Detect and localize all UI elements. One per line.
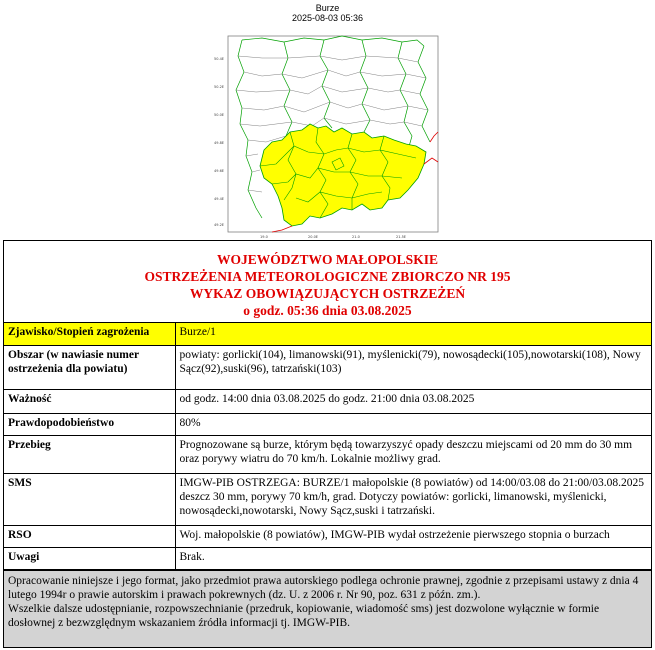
table-row xyxy=(4,389,651,413)
warning-header xyxy=(4,241,651,323)
map-title xyxy=(0,3,655,23)
x-tick: 21.0 xyxy=(352,235,360,239)
y-tick: 49.6E xyxy=(214,169,225,173)
table-row xyxy=(4,473,651,525)
row-label: Uwagi xyxy=(4,547,175,569)
table-row xyxy=(4,547,651,569)
row-label: Zjawisko/Stopień zagrożenia xyxy=(4,323,175,345)
row-value: Prognozowane są burze, którym będą towarzyszyć opady deszczu miejscami od 20 mm do 30 mm oraz porywy wiatru do 70 km/h. Lokalnie możliwy grad. xyxy=(175,435,651,473)
row-value: Brak. xyxy=(175,547,651,569)
row-value: od godz. 14:00 dnia 03.08.2025 do godz. 21:00 dnia 03.08.2025 xyxy=(175,389,651,413)
header-voivodeship: WOJEWÓDZTWO MAŁOPOLSKIE xyxy=(217,252,438,267)
map-datetime: 2025-08-03 05:36 xyxy=(291,13,364,23)
map-svg xyxy=(212,32,444,242)
footer-paragraph: Opracowanie niniejsze i jego format, jako przedmiot prawa autorskiego podlega ochronie prawnej, zgodnie z przepisami ustawy z dnia 4 lutego 1994r o prawie autorskim i prawach pokrewnych (dz. U. z 2006 r. Nr 90, poz. 631 z późn. zm.). xyxy=(8,574,639,601)
x-tick: 20.0E xyxy=(308,235,319,239)
y-tick: 49.8E xyxy=(214,141,225,145)
warning-document xyxy=(3,240,652,648)
row-label: RSO xyxy=(4,525,175,547)
header-title: OSTRZEŻENIA METEOROLOGICZNE ZBIORCZO NR 195 xyxy=(144,269,511,284)
copyright-footer xyxy=(4,570,651,647)
warning-map xyxy=(212,32,444,242)
map-phenomenon: Burze xyxy=(315,3,340,13)
header-subtitle: WYKAZ OBOWIĄZUJĄCYCH OSTRZEŻEŃ xyxy=(189,286,466,301)
footer-paragraph: Wszelkie dalsze udostępnianie, rozpowszechnianie (przedruk, kopiowanie, wiadomość sms) jest dozwolone wyłącznie w formie dosłownej z bezwzględnym wskazaniem źródła informacji tj. IMGW-PIB. xyxy=(8,602,600,629)
y-tick: 49.2E xyxy=(214,223,225,227)
row-label: Przebieg xyxy=(4,435,175,473)
row-value: powiaty: gorlicki(104), limanowski(91), myślenicki(79), nowosądecki(105),nowotarski(108), Nowy Sącz(92),suski(96), tatrzański(103) xyxy=(175,345,651,389)
y-tick: 49.4E xyxy=(214,197,225,201)
row-value: Burze/1 xyxy=(175,323,651,345)
x-tick: 21.5E xyxy=(396,235,407,239)
row-label: Obszar (w nawiasie numer ostrzeżenia dla powiatu) xyxy=(4,345,175,389)
table-row xyxy=(4,413,651,435)
row-value: 80% xyxy=(175,413,651,435)
row-value: IMGW-PIB OSTRZEGA: BURZE/1 małopolskie (8 powiatów) od 14:00/03.08 do 21:00/03.08.2025 deszcz 30 mm, porywy 70 km/h, grad. Dotyczy powiatów: gorlicki, limanowski, myślenicki, nowosądecki,nowotarski, Nowy Sącz,suski i tatrzański. xyxy=(175,473,651,525)
row-label: SMS xyxy=(4,473,175,525)
header-time: o godz. 05:36 dnia 03.08.2025 xyxy=(243,303,412,318)
table-row xyxy=(4,435,651,473)
row-label: Prawdopodobieństwo xyxy=(4,413,175,435)
table-row xyxy=(4,345,651,389)
warning-table xyxy=(4,323,651,570)
row-value: Woj. małopolskie (8 powiatów), IMGW-PIB wydał ostrzeżenie pierwszego stopnia o burzach xyxy=(175,525,651,547)
row-label: Ważność xyxy=(4,389,175,413)
x-tick: 19.0 xyxy=(260,235,268,239)
y-tick: 50.4E xyxy=(214,57,225,61)
table-row xyxy=(4,323,651,345)
y-tick: 50.0E xyxy=(214,113,225,117)
y-tick: 50.2E xyxy=(214,85,225,89)
table-row xyxy=(4,525,651,547)
